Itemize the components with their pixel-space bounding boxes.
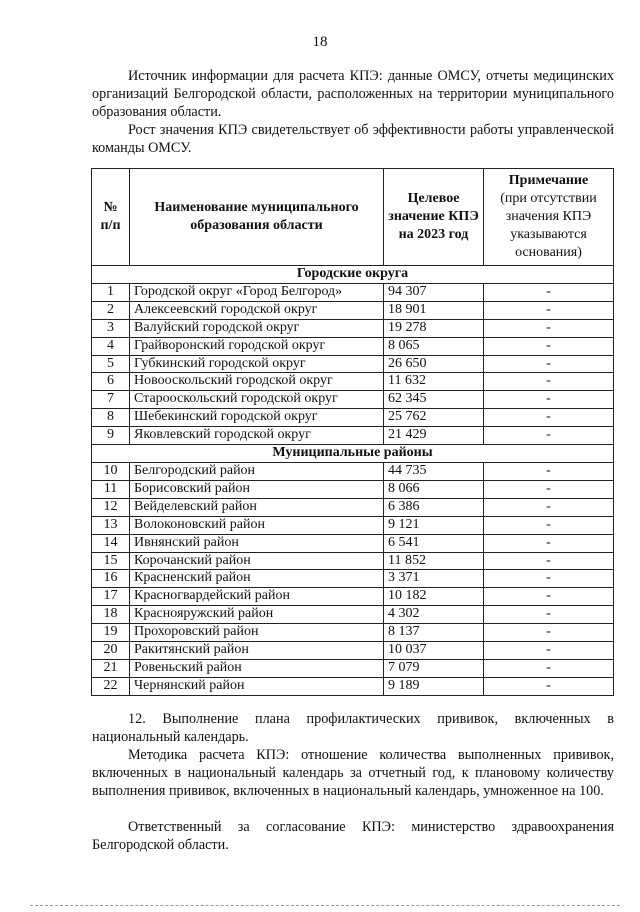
row-target-value: 94 307 <box>384 283 484 301</box>
row-target-value: 8 066 <box>384 480 484 498</box>
header-note <box>484 169 614 266</box>
table-row <box>92 552 614 570</box>
table-header <box>92 169 614 266</box>
row-target-value: 10 182 <box>384 588 484 606</box>
table-row <box>92 301 614 319</box>
row-note: - <box>484 516 614 534</box>
source-paragraph: Источник информации для расчета КПЭ: данные ОМСУ, отчеты медицинских организаций Белгородской области, расположенных на территории муниципального образования области. <box>92 68 614 120</box>
row-target-value: 10 037 <box>384 642 484 660</box>
row-target-value: 62 345 <box>384 391 484 409</box>
row-name: Красненский район <box>130 570 384 588</box>
table-row <box>92 391 614 409</box>
row-number: 14 <box>92 534 130 552</box>
growth-paragraph: Рост значения КПЭ свидетельствует об эффективности работы управленческой команды ОМСУ. <box>92 122 614 156</box>
row-name: Чернянский район <box>130 677 384 695</box>
table-row <box>92 427 614 445</box>
table-row <box>92 624 614 642</box>
row-name: Ровеньский район <box>130 659 384 677</box>
row-note: - <box>484 552 614 570</box>
header-name: Наименование муниципального образования области <box>130 169 384 266</box>
row-name: Борисовский район <box>130 480 384 498</box>
row-name: Краснояружский район <box>130 606 384 624</box>
row-note: - <box>484 480 614 498</box>
row-number: 13 <box>92 516 130 534</box>
row-number: 15 <box>92 552 130 570</box>
row-target-value: 6 541 <box>384 534 484 552</box>
row-number: 6 <box>92 373 130 391</box>
row-number: 21 <box>92 659 130 677</box>
table-row <box>92 534 614 552</box>
row-note: - <box>484 373 614 391</box>
table-row <box>92 337 614 355</box>
row-target-value: 8 137 <box>384 624 484 642</box>
row-number: 9 <box>92 427 130 445</box>
table-row <box>92 588 614 606</box>
row-name: Красногвардейский район <box>130 588 384 606</box>
row-number: 1 <box>92 283 130 301</box>
row-target-value: 19 278 <box>384 319 484 337</box>
section-title: Городские округа <box>92 266 614 284</box>
page-number: 18 <box>312 34 328 50</box>
row-target-value: 9 189 <box>384 677 484 695</box>
row-name: Волоконовский район <box>130 516 384 534</box>
row-target-value: 44 735 <box>384 462 484 480</box>
row-note: - <box>484 606 614 624</box>
row-target-value: 25 762 <box>384 409 484 427</box>
table-row <box>92 498 614 516</box>
row-name: Яковлевский городской округ <box>130 427 384 445</box>
row-target-value: 11 852 <box>384 552 484 570</box>
row-note: - <box>484 462 614 480</box>
row-target-value: 3 371 <box>384 570 484 588</box>
table-row <box>92 570 614 588</box>
row-name: Ивнянский район <box>130 534 384 552</box>
row-target-value: 9 121 <box>384 516 484 534</box>
row-note: - <box>484 677 614 695</box>
row-name: Валуйский городской округ <box>130 319 384 337</box>
row-number: 18 <box>92 606 130 624</box>
table-row <box>92 677 614 695</box>
table-row <box>92 642 614 660</box>
row-number: 12 <box>92 498 130 516</box>
table-row <box>92 319 614 337</box>
row-target-value: 11 632 <box>384 373 484 391</box>
row-note: - <box>484 534 614 552</box>
row-name: Городской округ «Город Белгород» <box>130 283 384 301</box>
row-note: - <box>484 337 614 355</box>
row-number: 22 <box>92 677 130 695</box>
table-row <box>92 283 614 301</box>
row-number: 16 <box>92 570 130 588</box>
row-name: Белгородский район <box>130 462 384 480</box>
row-name: Грайворонский городской округ <box>130 337 384 355</box>
row-name: Корочанский район <box>130 552 384 570</box>
row-number: 11 <box>92 480 130 498</box>
row-number: 2 <box>92 301 130 319</box>
row-name: Старооскольский городской округ <box>130 391 384 409</box>
row-name: Новооскольский городской округ <box>130 373 384 391</box>
row-name: Вейделевский район <box>130 498 384 516</box>
row-target-value: 8 065 <box>384 337 484 355</box>
table-row <box>92 462 614 480</box>
row-note: - <box>484 659 614 677</box>
row-number: 7 <box>92 391 130 409</box>
section-row <box>92 445 614 463</box>
row-target-value: 21 429 <box>384 427 484 445</box>
footer-rule <box>30 905 620 906</box>
row-name: Алексеевский городской округ <box>130 301 384 319</box>
row-note: - <box>484 301 614 319</box>
row-number: 3 <box>92 319 130 337</box>
table-row <box>92 480 614 498</box>
header-note-title: Примечание <box>508 173 589 188</box>
row-number: 19 <box>92 624 130 642</box>
row-name: Прохоровский район <box>130 624 384 642</box>
row-name: Шебекинский городской округ <box>130 409 384 427</box>
row-note: - <box>484 355 614 373</box>
table-row <box>92 409 614 427</box>
row-number: 8 <box>92 409 130 427</box>
table-row <box>92 355 614 373</box>
row-note: - <box>484 570 614 588</box>
table-body <box>92 266 614 696</box>
responsible-paragraph: Ответственный за согласование КПЭ: министерство здравоохранения Белгородской области. <box>92 819 614 853</box>
header-note-sub: (при отсутствии значения КПЭ указываются основания) <box>500 191 597 260</box>
row-note: - <box>484 498 614 516</box>
item-12-paragraph: 12. Выполнение плана профилактических прививок, включенных в национальный календарь. <box>92 711 614 745</box>
row-number: 4 <box>92 337 130 355</box>
row-note: - <box>484 642 614 660</box>
header-num: № п/п <box>92 169 130 266</box>
row-note: - <box>484 588 614 606</box>
table-row <box>92 659 614 677</box>
row-note: - <box>484 319 614 337</box>
row-note: - <box>484 624 614 642</box>
section-row <box>92 266 614 284</box>
row-number: 5 <box>92 355 130 373</box>
row-number: 17 <box>92 588 130 606</box>
method-paragraph: Методика расчета КПЭ: отношение количества выполненных прививок, включенных в национальный календарь за отчетный год, к плановому количеству выполнения прививок, включенных в национальный календарь, умноженное на 100. <box>92 747 614 799</box>
row-note: - <box>484 427 614 445</box>
row-target-value: 4 302 <box>384 606 484 624</box>
section-title: Муниципальные районы <box>92 445 614 463</box>
row-number: 20 <box>92 642 130 660</box>
row-target-value: 6 386 <box>384 498 484 516</box>
row-target-value: 7 079 <box>384 659 484 677</box>
table-row <box>92 606 614 624</box>
table-row <box>92 373 614 391</box>
row-target-value: 18 901 <box>384 301 484 319</box>
row-note: - <box>484 283 614 301</box>
kpe-table <box>91 168 614 696</box>
row-note: - <box>484 409 614 427</box>
row-note: - <box>484 391 614 409</box>
row-target-value: 26 650 <box>384 355 484 373</box>
row-name: Губкинский городской округ <box>130 355 384 373</box>
row-name: Ракитянский район <box>130 642 384 660</box>
header-target: Целевое значение КПЭ на 2023 год <box>384 169 484 266</box>
table-row <box>92 516 614 534</box>
row-number: 10 <box>92 462 130 480</box>
